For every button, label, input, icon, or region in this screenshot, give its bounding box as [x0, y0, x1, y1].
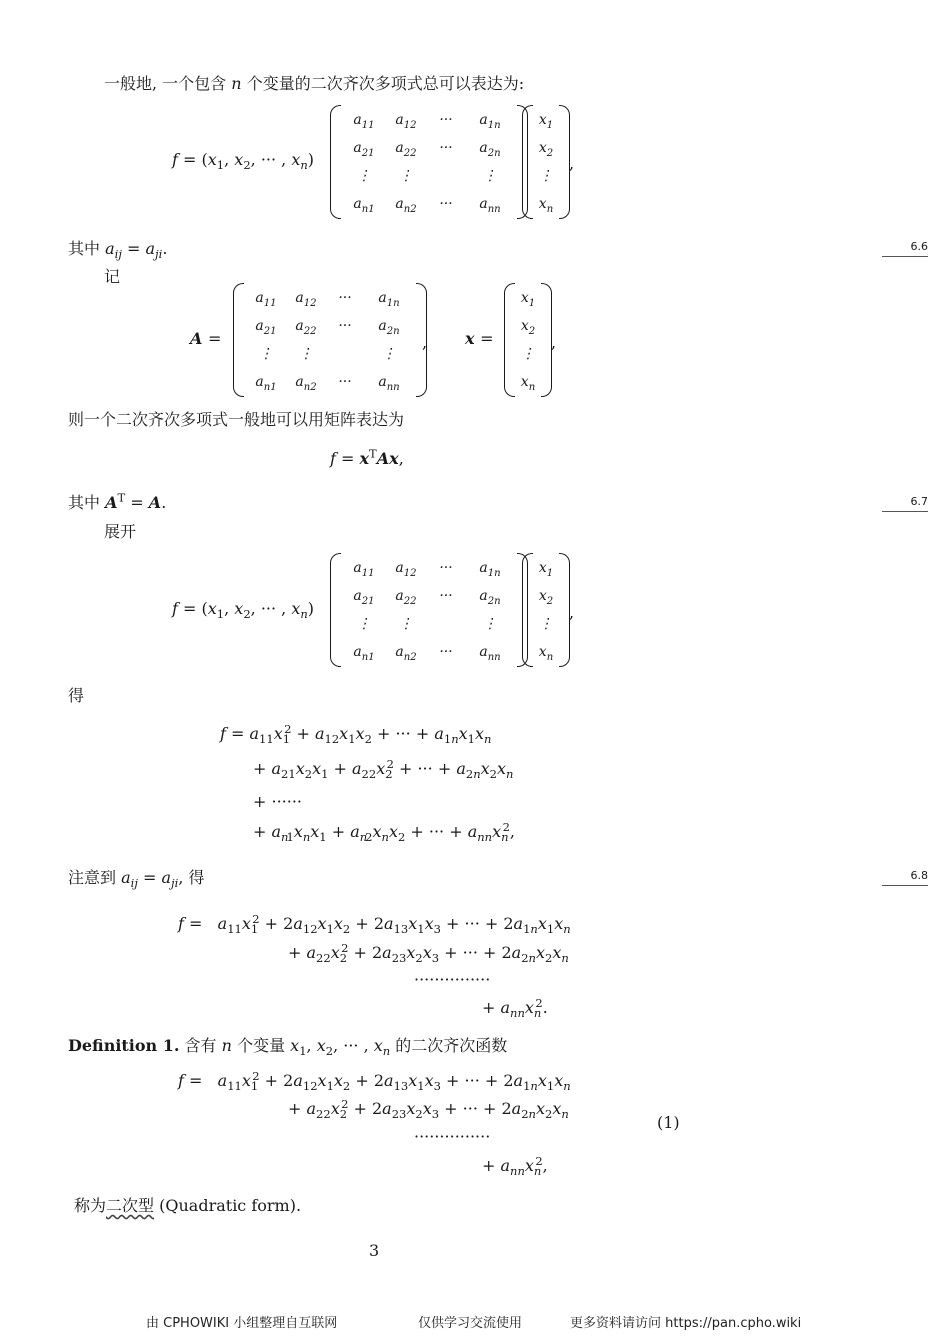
denote-label: 记	[104, 267, 121, 286]
matrix-a-2: $a_{11}$ $a_{12}$ ··· $a_{1n}$ $a_{21}$ $a_{22}$ ··· $a_{2n}$ ⋮ ⋮ ⋮ $a_{n1}$ $a_{n2}$ ··· $a_{nn}$	[233, 282, 427, 398]
equation-x-def: x =	[465, 329, 494, 348]
expanded-sum-line-3: + ······	[253, 792, 303, 811]
page-number: 3	[369, 1241, 380, 1260]
where-transpose: 其中 $A^T = A$.	[68, 490, 167, 512]
equation-matrix-form: $f = x^TAx$,	[330, 446, 404, 468]
footer-middle: 仅供学习交流使用	[418, 1316, 523, 1331]
vector-x-2: $x_1$ $x_2$ ⋮ $x_n$	[504, 282, 552, 398]
quadratic-form-term: 称为二次型 (Quadratic form).	[74, 1196, 302, 1215]
expanded-sum-line-4: + $a_{n1}x_nx_1 + a_{n2}x_nx_2$ + ··· + $a_{nn}x_n^2$,	[253, 819, 515, 845]
triangular-line-2: + $a_{22}x_2^2 + 2a_{23}x_2x_3$ + ··· + $2a_{2n}x_2x_n$	[288, 940, 569, 966]
intro-paragraph: 一般地, 一个包含 n 个变量的二次齐次多项式总可以表达为:	[104, 74, 525, 93]
definition-line-2: + $a_{22}x_2^2 + 2a_{23}x_2x_3$ + ··· + $2a_{2n}x_2x_n$	[288, 1096, 569, 1122]
triangular-line-1: $f = a_{11}x_1^2 + 2a_{12}x_1x_2 + 2a_{13}x_1x_3$ + ··· + $2a_{1n}x_1x_n$	[178, 911, 571, 937]
triangular-line-3: ···············	[414, 970, 491, 989]
notice-paragraph: 注意到 $a_{ij} = a_{ji}$, 得	[68, 868, 205, 891]
definition-1: Definition 1. 含有 n 个变量 $x_1$, $x_2$, ··· , $x_n$ 的二次齐次函数	[68, 1036, 508, 1059]
vector-x-3: $x_1$ $x_2$ ⋮ $x_n$	[522, 552, 570, 668]
equation-quadratic-expanded-2: $f = (x_1$, $x_2$, ··· , $x_n$)	[172, 599, 315, 622]
get-label: 得	[68, 686, 85, 705]
then-paragraph: 则一个二次齐次多项式一般地可以用矩阵表达为	[68, 410, 405, 429]
equation-A-def: A =	[190, 329, 222, 348]
margin-note-6-6: 6.6	[882, 240, 928, 257]
margin-note-6-8: 6.8	[882, 869, 928, 886]
footer-right: 更多资料请访问 https://pan.cpho.wiki	[570, 1316, 802, 1331]
equation-quadratic-expanded-1: $f = (x_1$, $x_2$, ··· , $x_n$)	[172, 150, 315, 173]
expanded-sum-line-2: + $a_{21}x_2x_1 + a_{22}x_2^2$ + ··· + $a_{2n}x_2x_n$	[253, 756, 514, 782]
footer-left: 由 CPHOWIKI 小组整理自互联网	[146, 1316, 338, 1331]
definition-line-4: + $a_{nn}x_n^2$,	[482, 1153, 548, 1179]
where-symmetric: 其中 $a_{ij} = a_{ji}$.	[68, 239, 168, 262]
margin-note-6-7: 6.7	[882, 495, 928, 512]
equation-number: (1)	[657, 1113, 680, 1132]
definition-line-3: ···············	[414, 1127, 491, 1146]
triangular-line-4: + $a_{nn}x_n^2$.	[482, 995, 548, 1021]
definition-line-1: $f = a_{11}x_1^2 + 2a_{12}x_1x_2 + 2a_{13}x_1x_3$ + ··· + $2a_{1n}x_1x_n$	[178, 1068, 571, 1094]
matrix-a-1: $a_{11}$ $a_{12}$ ··· $a_{1n}$ $a_{21}$ $a_{22}$ ··· $a_{2n}$ ⋮ ⋮ ⋮ $a_{n1}$ $a_{n2}$ ··· $a_{nn}$	[330, 104, 528, 220]
expand-label: 展开	[104, 522, 137, 541]
matrix-a-3: $a_{11}$ $a_{12}$ ··· $a_{1n}$ $a_{21}$ $a_{22}$ ··· $a_{2n}$ ⋮ ⋮ ⋮ $a_{n1}$ $a_{n2}$ ··· $a_{nn}$	[330, 552, 528, 668]
vector-x-1: $x_1$ $x_2$ ⋮ $x_n$	[522, 104, 570, 220]
expanded-sum-line-1: $f = a_{11}x_1^2 + a_{12}x_1x_2$ + ··· + $a_{1n}x_1x_n$	[220, 721, 492, 747]
